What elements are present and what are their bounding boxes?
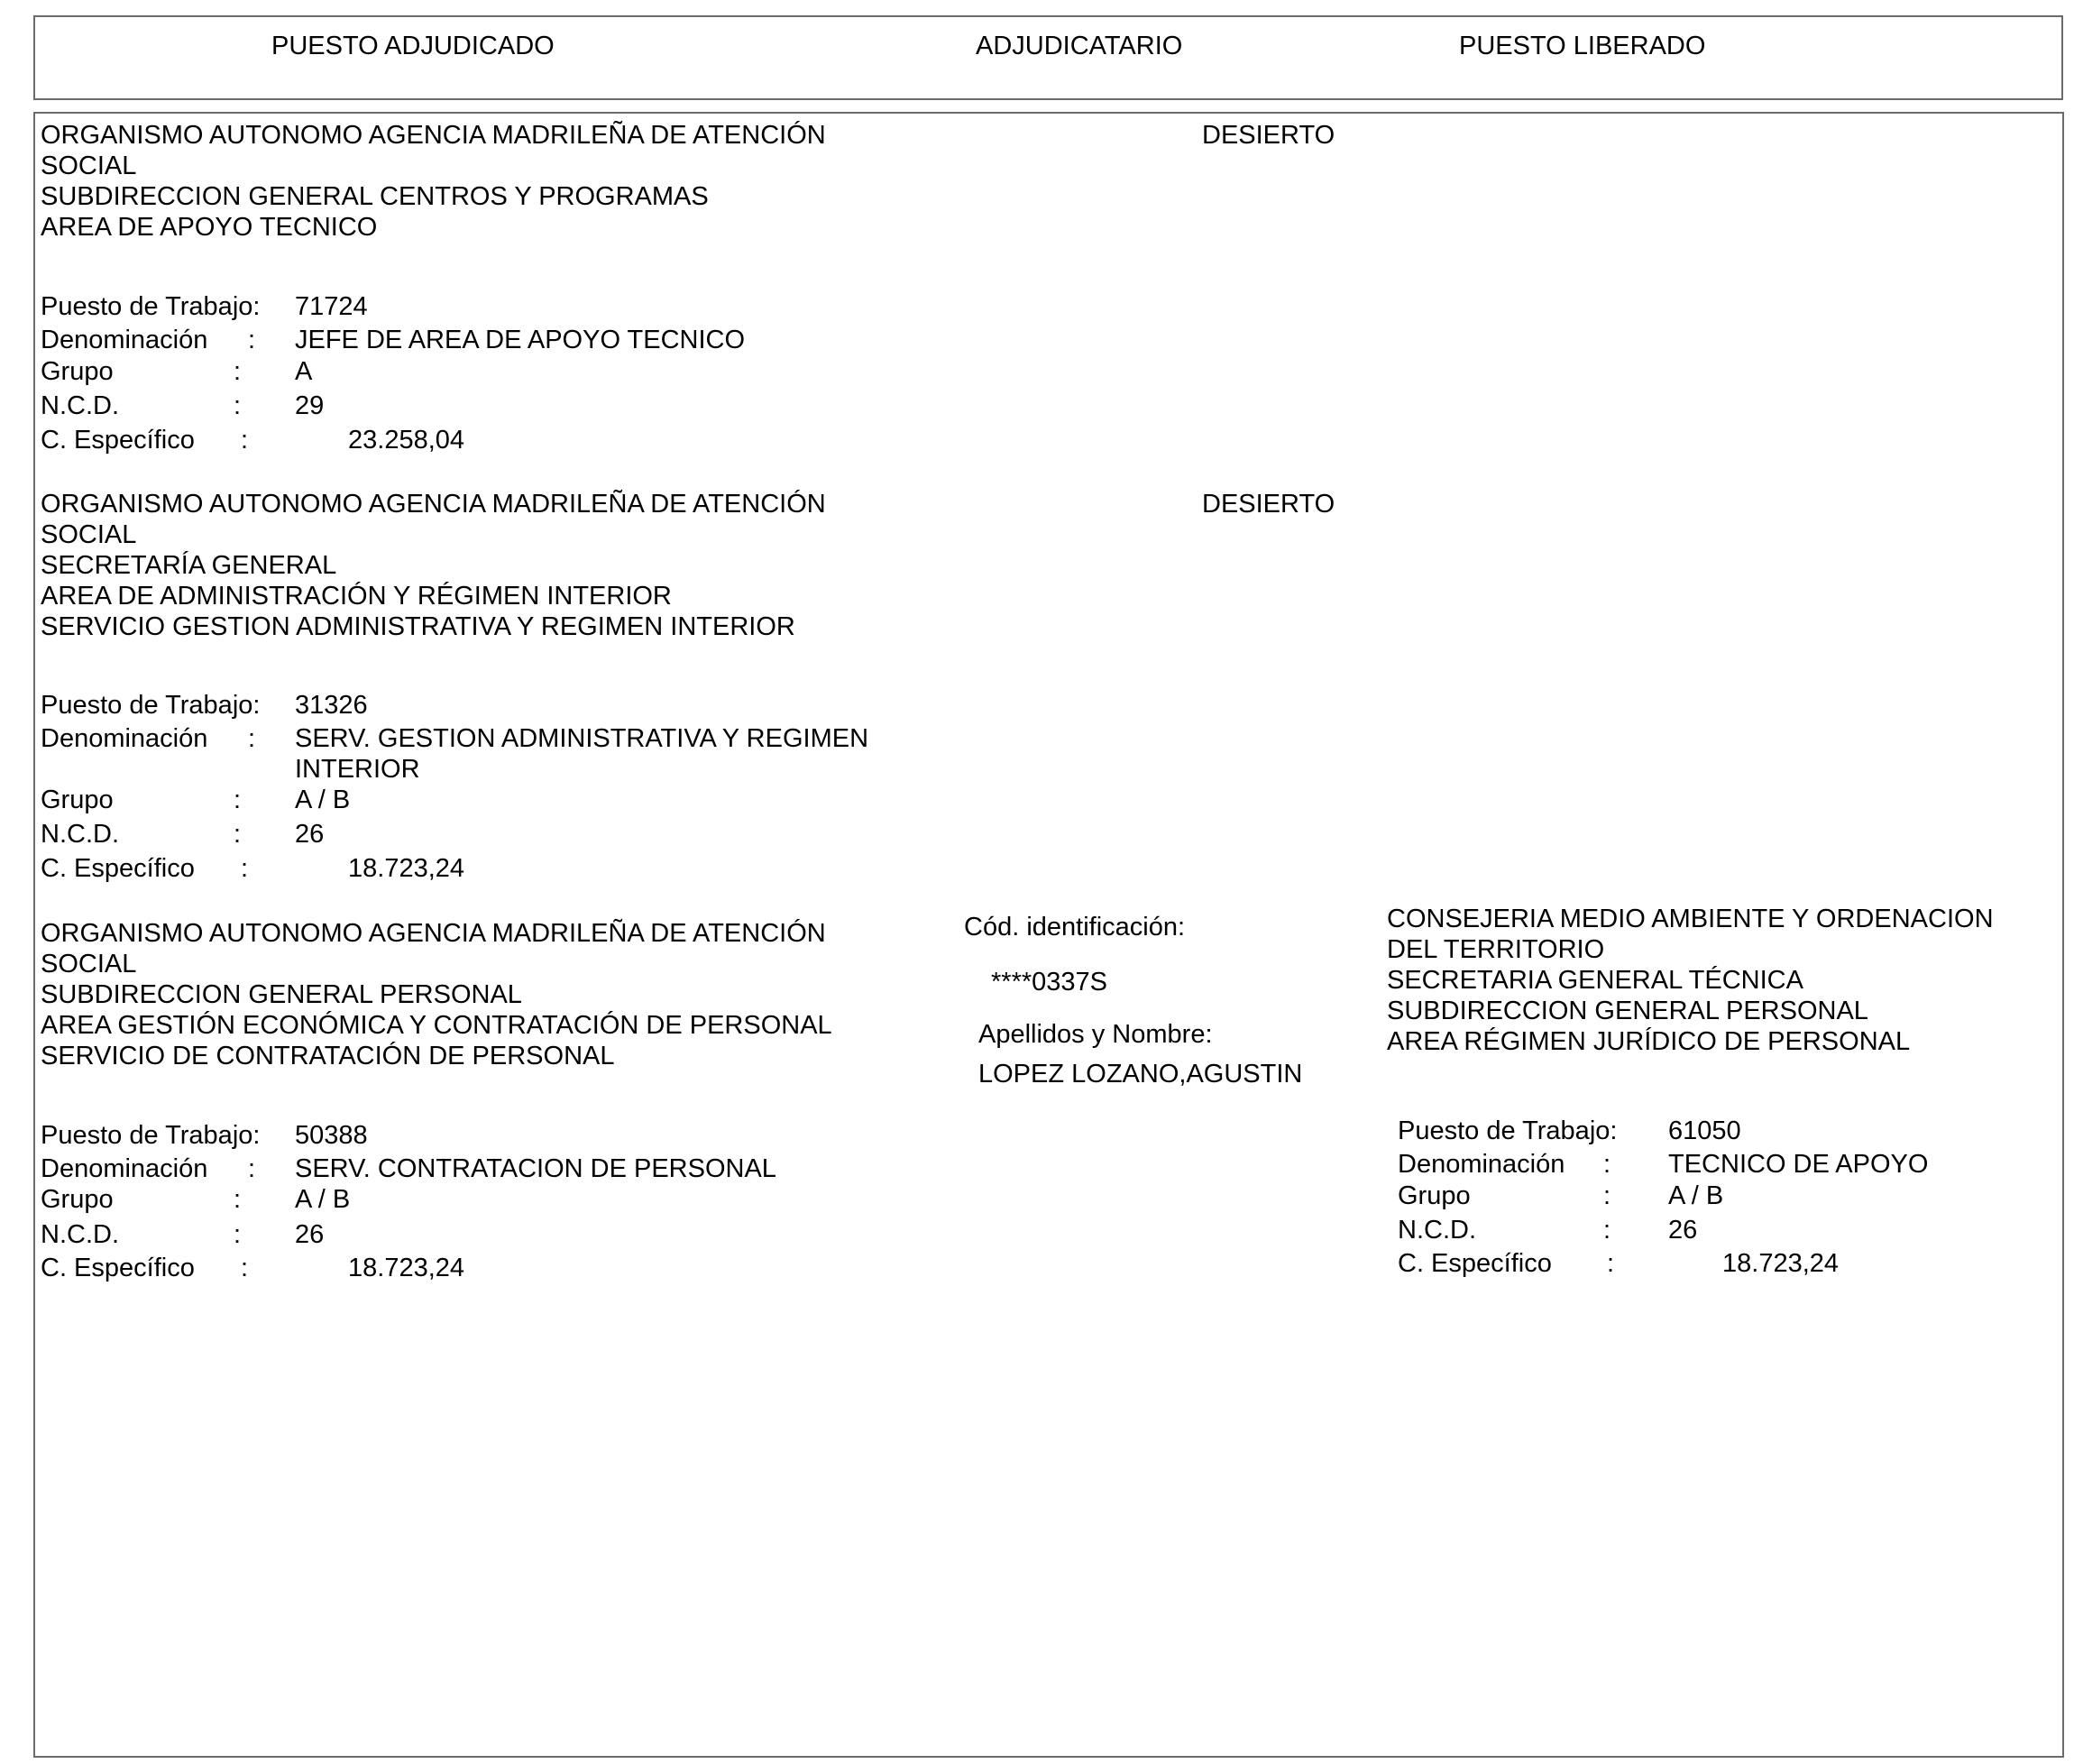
cod-identificacion-label: Cód. identificación: bbox=[964, 913, 1186, 942]
org-line: ORGANISMO AUTONOMO AGENCIA MADRILEÑA DE ATENCIÓN bbox=[41, 121, 826, 150]
org-line: SOCIAL bbox=[41, 152, 137, 180]
entry-2-status: DESIERTO bbox=[1202, 490, 1335, 519]
colon: : bbox=[1603, 1216, 1611, 1245]
org-line: SECRETARÍA GENERAL bbox=[41, 551, 337, 580]
colon: : bbox=[241, 854, 249, 883]
apellidos-nombre-label: Apellidos y Nombre: bbox=[978, 1020, 1213, 1049]
denominacion-label: Denominación bbox=[41, 1154, 208, 1183]
colon: : bbox=[234, 1185, 242, 1214]
liberado-especifico-row bbox=[1398, 1248, 2029, 1282]
org-line: SUBDIRECCION GENERAL PERSONAL bbox=[41, 980, 522, 1009]
denominacion-value: TECNICO DE APOYO bbox=[1668, 1150, 1929, 1179]
denominacion-value: SERV. CONTRATACION DE PERSONAL bbox=[295, 1154, 776, 1183]
entry-2-puesto-row bbox=[41, 690, 942, 724]
especifico-value: 23.258,04 bbox=[348, 426, 465, 455]
liberado-denominacion-row bbox=[1398, 1149, 2029, 1183]
adjudicatario-nombre: LOPEZ LOZANO,AGUSTIN bbox=[978, 1060, 1303, 1089]
entry-2-ncd-row bbox=[41, 819, 942, 853]
colon: : bbox=[248, 724, 256, 753]
puesto-value: 31326 bbox=[295, 691, 368, 720]
org-line: AREA DE APOYO TECNICO bbox=[41, 213, 378, 242]
entry-3-ncd-row bbox=[41, 1219, 942, 1254]
ncd-label: N.C.D. bbox=[41, 1220, 119, 1249]
puesto-label: Puesto de Trabajo: bbox=[1398, 1116, 1618, 1145]
colon: : bbox=[241, 426, 249, 455]
puesto-value: 61050 bbox=[1668, 1116, 1741, 1145]
entry-1-organization bbox=[41, 120, 826, 243]
org-line: CONSEJERIA MEDIO AMBIENTE Y ORDENACION bbox=[1387, 905, 1994, 933]
org-line: SERVICIO GESTION ADMINISTRATIVA Y REGIMEN INTERIOR bbox=[41, 612, 795, 641]
grupo-value: A / B bbox=[1668, 1181, 1724, 1210]
entry-3-denominacion-row bbox=[41, 1153, 942, 1188]
colon: : bbox=[1603, 1150, 1611, 1179]
puesto-value: 71724 bbox=[295, 292, 368, 321]
org-line: AREA RÉGIMEN JURÍDICO DE PERSONAL bbox=[1387, 1027, 1911, 1056]
puesto-value: 50388 bbox=[295, 1121, 368, 1150]
org-line: ORGANISMO AUTONOMO AGENCIA MADRILEÑA DE ATENCIÓN bbox=[41, 490, 826, 519]
grupo-value: A / B bbox=[295, 1185, 351, 1214]
entry-1-ncd-row bbox=[41, 390, 852, 425]
colon: : bbox=[248, 1154, 256, 1183]
liberado-organization bbox=[1387, 904, 1994, 1057]
colon: : bbox=[241, 1254, 249, 1282]
colon: : bbox=[1607, 1249, 1615, 1278]
entry-1-status: DESIERTO bbox=[1202, 121, 1335, 150]
entry-3-puesto-row bbox=[41, 1120, 942, 1154]
column-header-adjudicatario: ADJUDICATARIO bbox=[976, 32, 1183, 60]
org-line: AREA GESTIÓN ECONÓMICA Y CONTRATACIÓN DE PERSONAL bbox=[41, 1011, 832, 1040]
denominacion-label: Denominación bbox=[1398, 1150, 1565, 1179]
entry-2-especifico-row bbox=[41, 853, 942, 887]
org-line: AREA DE ADMINISTRACIÓN Y RÉGIMEN INTERIOR bbox=[41, 582, 672, 611]
colon: : bbox=[234, 357, 242, 386]
cod-identificacion-value: ****0337S bbox=[991, 968, 1107, 997]
denominacion-label: Denominación bbox=[41, 724, 208, 753]
entry-2-denominacion-row bbox=[41, 723, 942, 786]
org-line: SUBDIRECCION GENERAL PERSONAL bbox=[1387, 997, 1868, 1025]
colon: : bbox=[234, 391, 242, 420]
especifico-label: C. Específico bbox=[1398, 1249, 1552, 1278]
grupo-label: Grupo bbox=[41, 786, 114, 814]
entry-3-organization bbox=[41, 918, 832, 1071]
grupo-label: Grupo bbox=[41, 357, 114, 386]
denominacion-label: Denominación bbox=[41, 326, 208, 354]
especifico-value: 18.723,24 bbox=[348, 1254, 465, 1282]
grupo-value: A / B bbox=[295, 786, 351, 814]
especifico-value: 18.723,24 bbox=[348, 854, 465, 883]
liberado-grupo-row bbox=[1398, 1181, 2029, 1215]
ncd-label: N.C.D. bbox=[41, 391, 119, 420]
column-header-puesto-liberado: PUESTO LIBERADO bbox=[1459, 32, 1706, 60]
entry-2-grupo-row bbox=[41, 785, 942, 819]
especifico-value: 18.723,24 bbox=[1722, 1249, 1840, 1278]
especifico-label: C. Específico bbox=[41, 854, 195, 883]
org-line: SOCIAL bbox=[41, 520, 137, 549]
org-line: SUBDIRECCION GENERAL CENTROS Y PROGRAMAS bbox=[41, 182, 709, 211]
entry-1-especifico-row bbox=[41, 425, 852, 459]
puesto-label: Puesto de Trabajo: bbox=[41, 691, 261, 720]
column-header-puesto-adjudicado: PUESTO ADJUDICADO bbox=[271, 32, 555, 60]
org-line: ORGANISMO AUTONOMO AGENCIA MADRILEÑA DE ATENCIÓN bbox=[41, 919, 826, 948]
liberado-ncd-row bbox=[1398, 1215, 2029, 1249]
entry-2-organization bbox=[41, 489, 826, 642]
ncd-value: 29 bbox=[295, 391, 325, 420]
puesto-label: Puesto de Trabajo: bbox=[41, 292, 261, 321]
colon: : bbox=[1603, 1181, 1611, 1210]
puesto-label: Puesto de Trabajo: bbox=[41, 1121, 261, 1150]
denominacion-value-line-1: SERV. GESTION ADMINISTRATIVA Y REGIMEN bbox=[295, 724, 869, 753]
colon: : bbox=[234, 1220, 242, 1249]
org-line: SERVICIO DE CONTRATACIÓN DE PERSONAL bbox=[41, 1042, 615, 1070]
entry-1-grupo-row bbox=[41, 356, 852, 390]
grupo-label: Grupo bbox=[41, 1185, 114, 1214]
ncd-value: 26 bbox=[295, 820, 325, 849]
especifico-label: C. Específico bbox=[41, 426, 195, 455]
denominacion-value-line-2: INTERIOR bbox=[295, 755, 420, 784]
colon: : bbox=[234, 820, 242, 849]
entry-1-denominacion-row bbox=[41, 325, 852, 359]
entry-1-puesto-row bbox=[41, 291, 852, 326]
entry-3-grupo-row bbox=[41, 1184, 942, 1218]
org-line: DEL TERRITORIO bbox=[1387, 935, 1605, 964]
grupo-label: Grupo bbox=[1398, 1181, 1471, 1210]
liberado-puesto-row bbox=[1398, 1116, 2029, 1150]
colon: : bbox=[248, 326, 256, 354]
ncd-value: 26 bbox=[295, 1220, 325, 1249]
especifico-label: C. Específico bbox=[41, 1254, 195, 1282]
grupo-value: A bbox=[295, 357, 313, 386]
ncd-label: N.C.D. bbox=[1398, 1216, 1476, 1245]
colon: : bbox=[234, 786, 242, 814]
org-line: SOCIAL bbox=[41, 950, 137, 978]
entry-3-especifico-row bbox=[41, 1253, 942, 1287]
ncd-value: 26 bbox=[1668, 1216, 1698, 1245]
denominacion-value: JEFE DE AREA DE APOYO TECNICO bbox=[295, 326, 746, 354]
org-line: SECRETARIA GENERAL TÉCNICA bbox=[1387, 966, 1803, 995]
ncd-label: N.C.D. bbox=[41, 820, 119, 849]
